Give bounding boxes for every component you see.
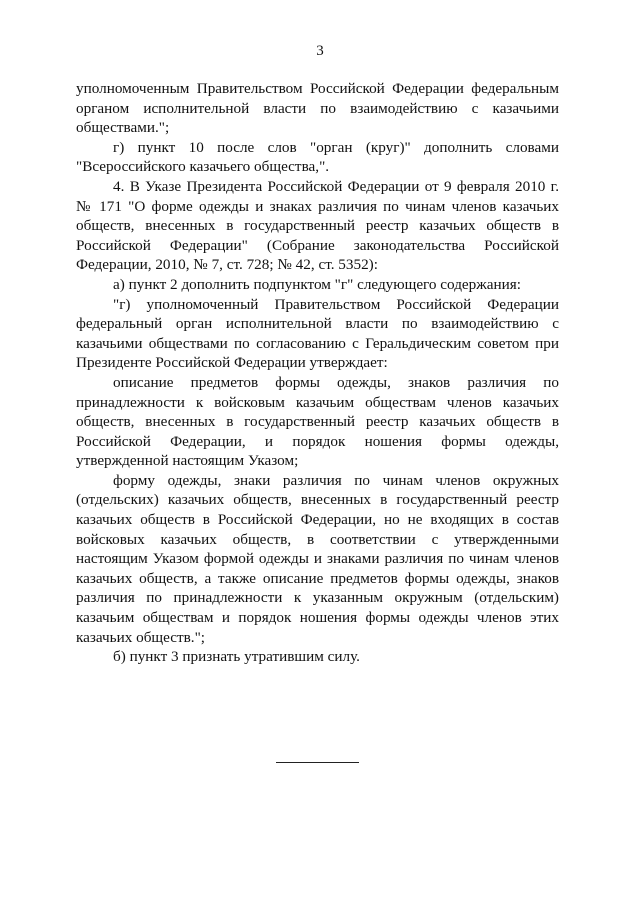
paragraph-item-g-point-10: г) пункт 10 после слов "орган (круг)" дополнить словами "Всероссийского казачьего общества,".	[76, 138, 559, 176]
page-number: 3	[316, 43, 324, 59]
paragraph-item-a: а) пункт 2 дополнить подпунктом "г" следующего содержания:	[113, 275, 521, 293]
paragraph-section-4: 4. В Указе Президента Российской Федерации от 9 февраля 2010 г. № 171 "О форме одежды и знаках различия по чинам членов казачьих обществ, внесенных в государственный реестр казачьих обществ в Российской Федерации" (Собрание законодательства Российской Федерации, 2010, № 7, ст. 728; № 42, ст. 5352):	[76, 177, 559, 274]
paragraph-continuation: уполномоченным Правительством Российской Федерации федеральным органом исполнительной власти по взаимодействию с казачьими обществами.";	[76, 80, 559, 137]
paragraph-subitem-g: "г) уполномоченный Правительством Российской Федерации федеральный орган исполнительной власти по взаимодействию с казачьими обществами по согласованию с Геральдическим советом при Президенте Российской Федерации утверждает:	[76, 295, 559, 372]
paragraph-description-uniform: описание предметов формы одежды, знаков различия по принадлежности к войсковым казачьим обществам членов казачьих обществ, внесенных в государственный реестр казачьих обществ в Российской Федерации, и порядок ношения формы одежды, утвержденной настоящим Указом;	[76, 373, 559, 470]
paragraph-uniform-district: форму одежды, знаки различия по чинам членов окружных (отдельских) казачьих обществ, внесенных в государственный реестр казачьих обществ в Российской Федерации, но не входящих в состав войсковых казачьих обществ, в соответствии с утвержденными настоящим Указом формой одежды и знаками различия по чинам членов казачьих обществ, а также описание предметов формы одежды, знаков различия по принадлежности к указанным окружным (отдельским) казачьим обществам и порядок ношения формы одежды членов этих казачьих обществ.";	[76, 471, 559, 646]
document-body	[76, 79, 559, 667]
end-divider-line	[276, 762, 359, 763]
paragraph-item-b: б) пункт 3 признать утратившим силу.	[113, 648, 360, 666]
